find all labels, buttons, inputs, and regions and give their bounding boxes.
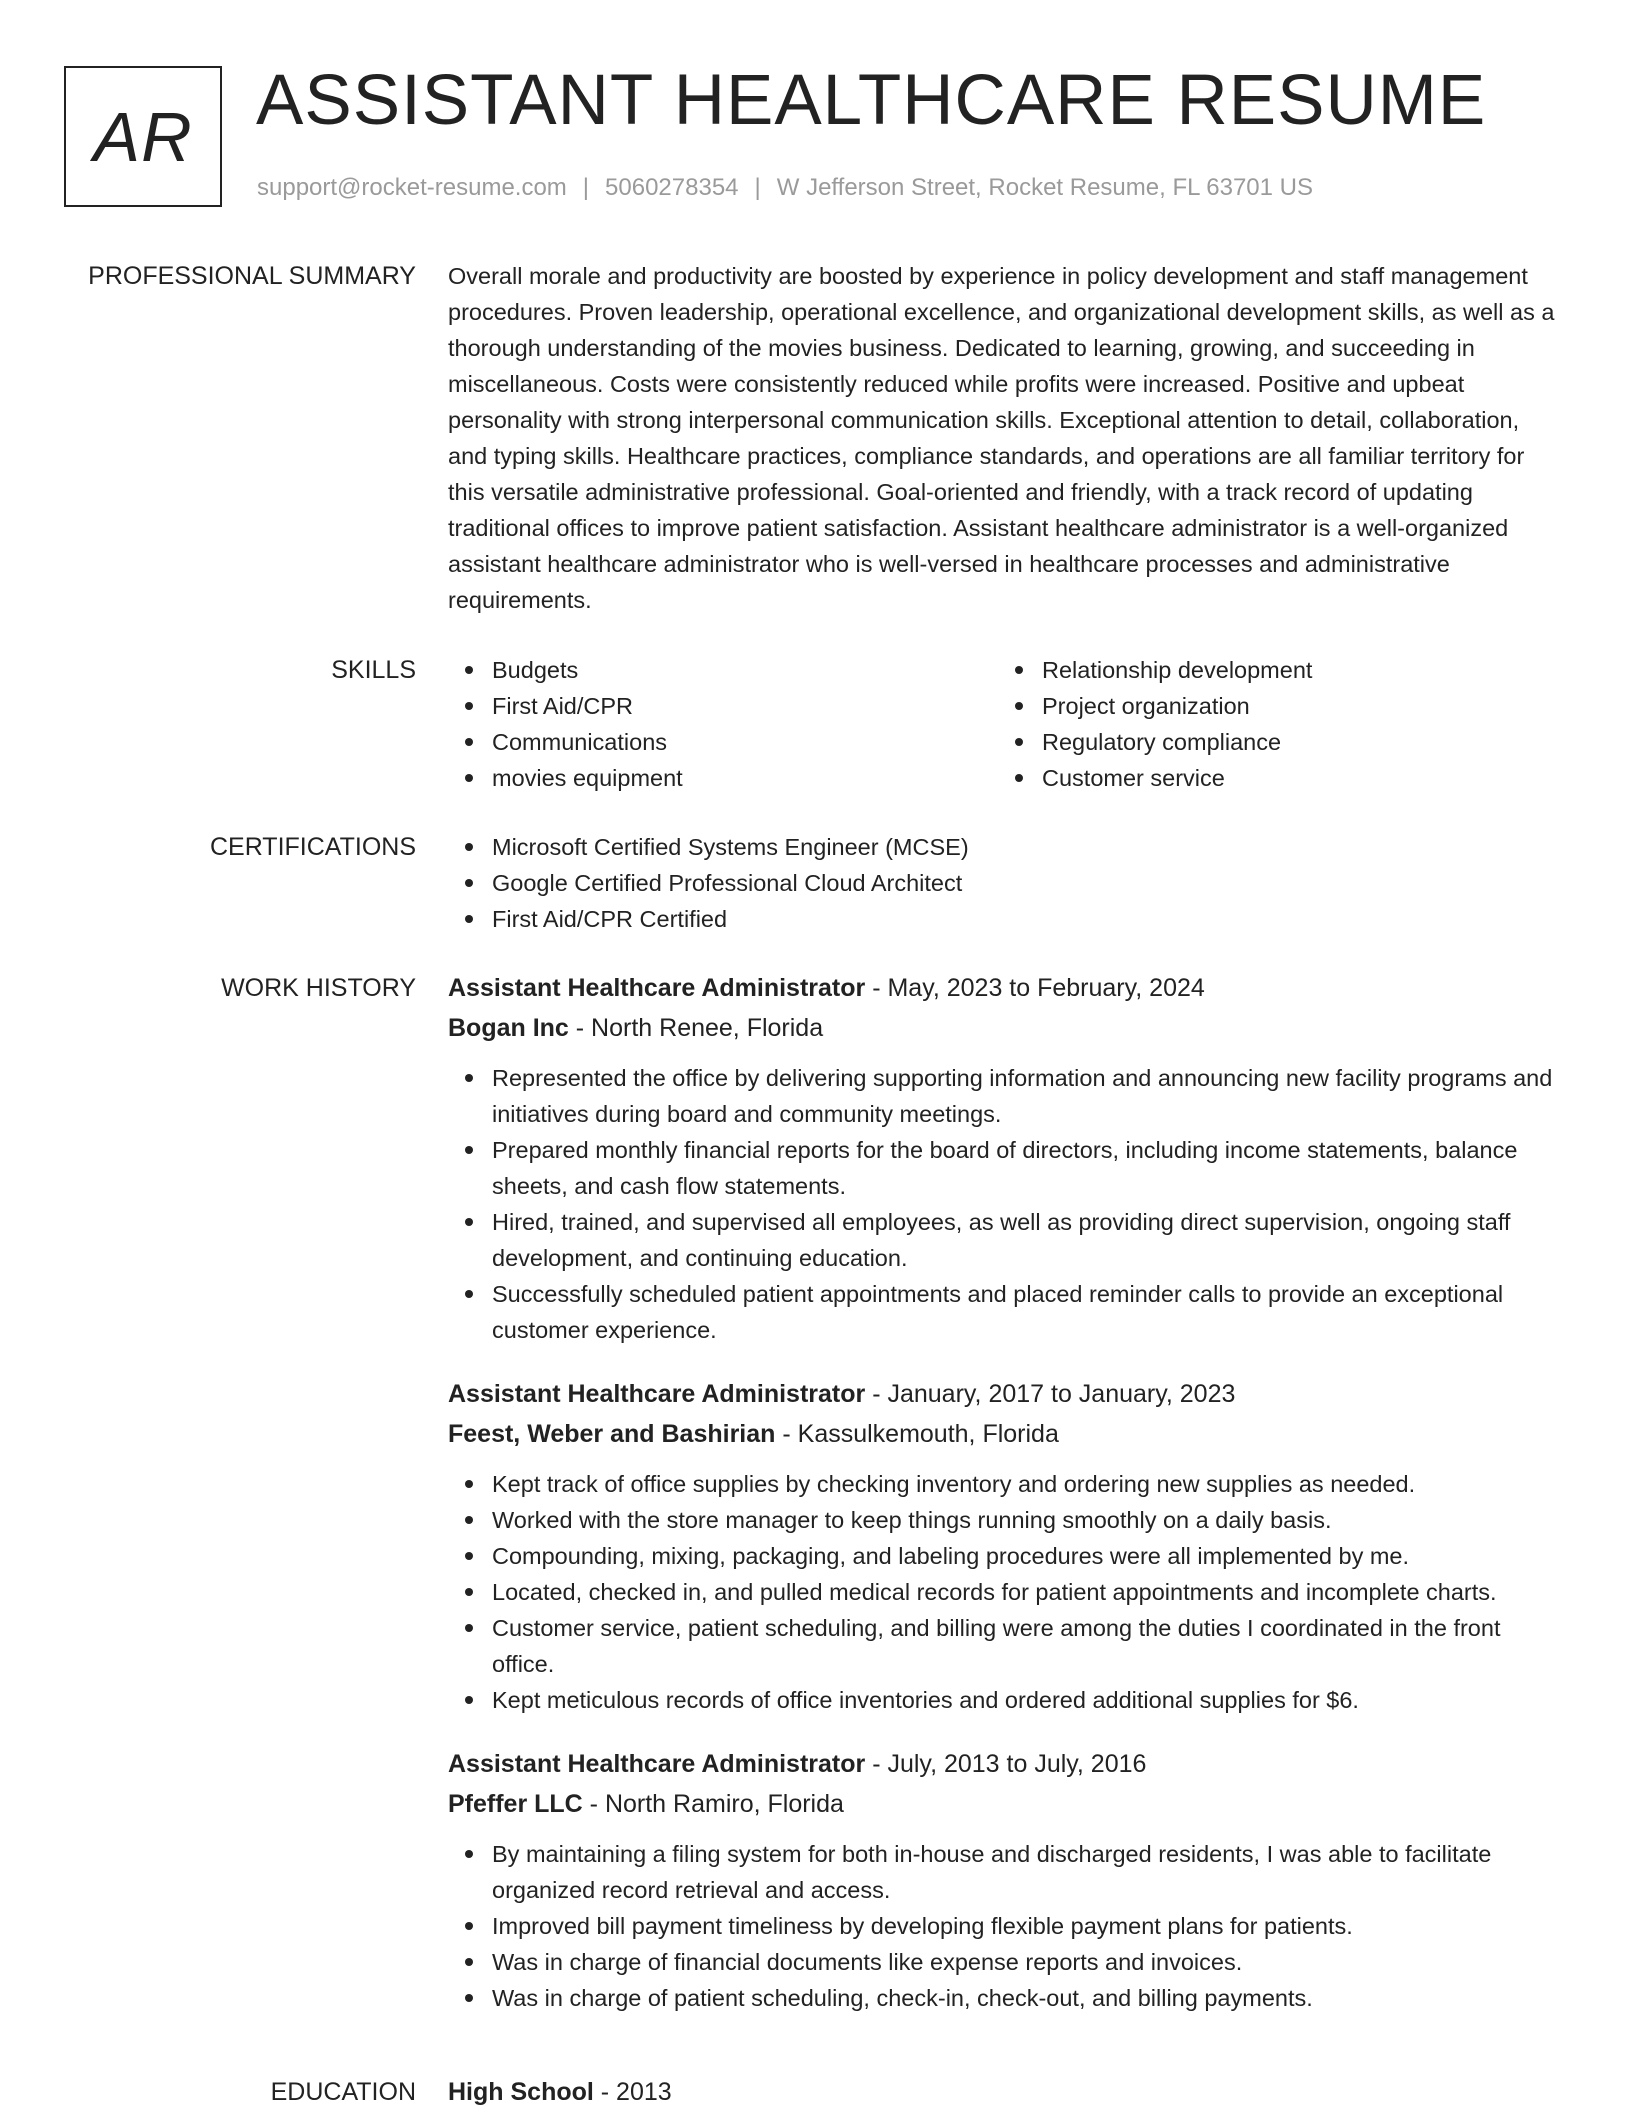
job-entry (448, 1374, 1568, 1718)
initials-monogram (64, 66, 222, 207)
job-entry (448, 1744, 1568, 2016)
resume-title: ASSISTANT HEALTHCARE RESUME (256, 61, 1487, 140)
job-duty: Prepared monthly financial reports for the board of directors, including income statements, balance sheets, and cash flow statements. (448, 1132, 1568, 1204)
job-location: - North Ramiro, Florida (582, 1790, 844, 1818)
contact-separator: | (754, 174, 761, 201)
job-title: Assistant Healthcare Administrator (448, 1380, 866, 1408)
job-duty: By maintaining a filing system for both in-house and discharged residents, I was able to facilitate organized record retrieval and access. (448, 1836, 1568, 1908)
job-company: Pfeffer LLC (448, 1790, 583, 1818)
job-location: - Kassulkemouth, Florida (775, 1420, 1059, 1448)
education-degree: High School (448, 2078, 594, 2106)
certification-item: Microsoft Certified Systems Engineer (MCSE) (448, 829, 1568, 865)
skill-item: Customer service (998, 760, 1548, 796)
initials-text: AR (93, 97, 193, 176)
skill-item: Budgets (448, 652, 998, 688)
summary-text: Overall morale and productivity are boosted by experience in policy development and staff management procedures. Proven leadership, operational excellence, and organizational development skills, as well as a thorough understanding of the movies business. Dedicated to learning, growing, and succeeding in miscellaneous. Costs were consistently reduced while profits were increased. Positive and upbeat personality with strong interpersonal communication skills. Exceptional attention to detail, collaboration, and typing skills. Healthcare practices, compliance standards, and operations are all familiar territory for this versatile administrative professional. Goal-oriented and friendly, with a track record of updating traditional offices to improve patient satisfaction. Assistant healthcare administrator is a well-organized assistant healthcare administrator who is well-versed in healthcare processes and administrative requirements. (448, 263, 1555, 613)
contact-address: W Jefferson Street, Rocket Resume, FL 63701 US (776, 174, 1313, 201)
section-label-certifications: CERTIFICATIONS (209, 833, 416, 861)
job-duty: Improved bill payment timeliness by developing flexible payment plans for patients. (448, 1908, 1568, 1944)
skill-item: Project organization (998, 688, 1548, 724)
job-dates: - July, 2013 to July, 2016 (865, 1750, 1147, 1778)
section-label-skills: SKILLS (331, 656, 416, 684)
certifications-list (448, 829, 1568, 937)
job-header (448, 1374, 1568, 1414)
education-section (448, 2072, 1568, 2112)
job-header (448, 1744, 1568, 1784)
skill-item: Communications (448, 724, 998, 760)
certification-item: Google Certified Professional Cloud Architect (448, 865, 1568, 901)
job-title: Assistant Healthcare Administrator (448, 1750, 866, 1778)
job-header (448, 968, 1568, 1008)
skills-list-left (448, 652, 998, 796)
job-company: Feest, Weber and Bashirian (448, 1420, 776, 1448)
section-label-work-history: WORK HISTORY (221, 974, 416, 1002)
education-year: - 2013 (593, 2078, 672, 2106)
job-location: - North Renee, Florida (568, 1014, 824, 1042)
skill-item: First Aid/CPR (448, 688, 998, 724)
certifications-section (448, 829, 1568, 937)
skill-item: movies equipment (448, 760, 998, 796)
job-entry (448, 968, 1568, 1348)
job-company-line (448, 1784, 1568, 1824)
job-duty: Kept meticulous records of office inventories and ordered additional supplies for $6. (448, 1682, 1568, 1718)
job-company: Bogan Inc (448, 1014, 569, 1042)
job-duty: Worked with the store manager to keep things running smoothly on a daily basis. (448, 1502, 1568, 1538)
job-duty: Hired, trained, and supervised all employees, as well as providing direct supervision, ongoing staff development, and continuing education. (448, 1204, 1568, 1276)
skill-item: Relationship development (998, 652, 1548, 688)
skills-list-right (998, 652, 1548, 796)
contact-line (257, 174, 1313, 202)
job-duties-list (448, 1466, 1568, 1718)
section-label-education: EDUCATION (270, 2078, 416, 2106)
section-label-summary: PROFESSIONAL SUMMARY (88, 262, 416, 290)
contact-phone[interactable]: 5060278354 (605, 174, 739, 201)
education-entry (448, 2072, 1568, 2112)
job-duty: Compounding, mixing, packaging, and labeling procedures were all implemented by me. (448, 1538, 1568, 1574)
contact-email[interactable]: support@rocket-resume.com (257, 174, 567, 201)
summary-section (448, 258, 1556, 618)
skill-item: Regulatory compliance (998, 724, 1548, 760)
job-duties-list (448, 1060, 1568, 1348)
job-duty: Customer service, patient scheduling, and billing were among the duties I coordinated in the front office. (448, 1610, 1568, 1682)
job-duty: Represented the office by delivering supporting information and announcing new facility programs and initiatives during board and community meetings. (448, 1060, 1568, 1132)
job-company-line (448, 1414, 1568, 1454)
job-dates: - January, 2017 to January, 2023 (865, 1380, 1236, 1408)
job-duty: Located, checked in, and pulled medical records for patient appointments and incomplete charts. (448, 1574, 1568, 1610)
job-duty: Kept track of office supplies by checking inventory and ordering new supplies as needed. (448, 1466, 1568, 1502)
skills-section (448, 652, 1568, 796)
job-duty: Successfully scheduled patient appointments and placed reminder calls to provide an exceptional customer experience. (448, 1276, 1568, 1348)
certification-item: First Aid/CPR Certified (448, 901, 1568, 937)
contact-separator: | (582, 174, 590, 201)
job-company-line (448, 1008, 1568, 1048)
job-dates: - May, 2023 to February, 2024 (865, 974, 1205, 1002)
job-duty: Was in charge of financial documents like expense reports and invoices. (448, 1944, 1568, 1980)
job-title: Assistant Healthcare Administrator (448, 974, 866, 1002)
work-history-section (448, 968, 1568, 2042)
job-duty: Was in charge of patient scheduling, check-in, check-out, and billing payments. (448, 1980, 1568, 2016)
job-duties-list (448, 1836, 1568, 2016)
